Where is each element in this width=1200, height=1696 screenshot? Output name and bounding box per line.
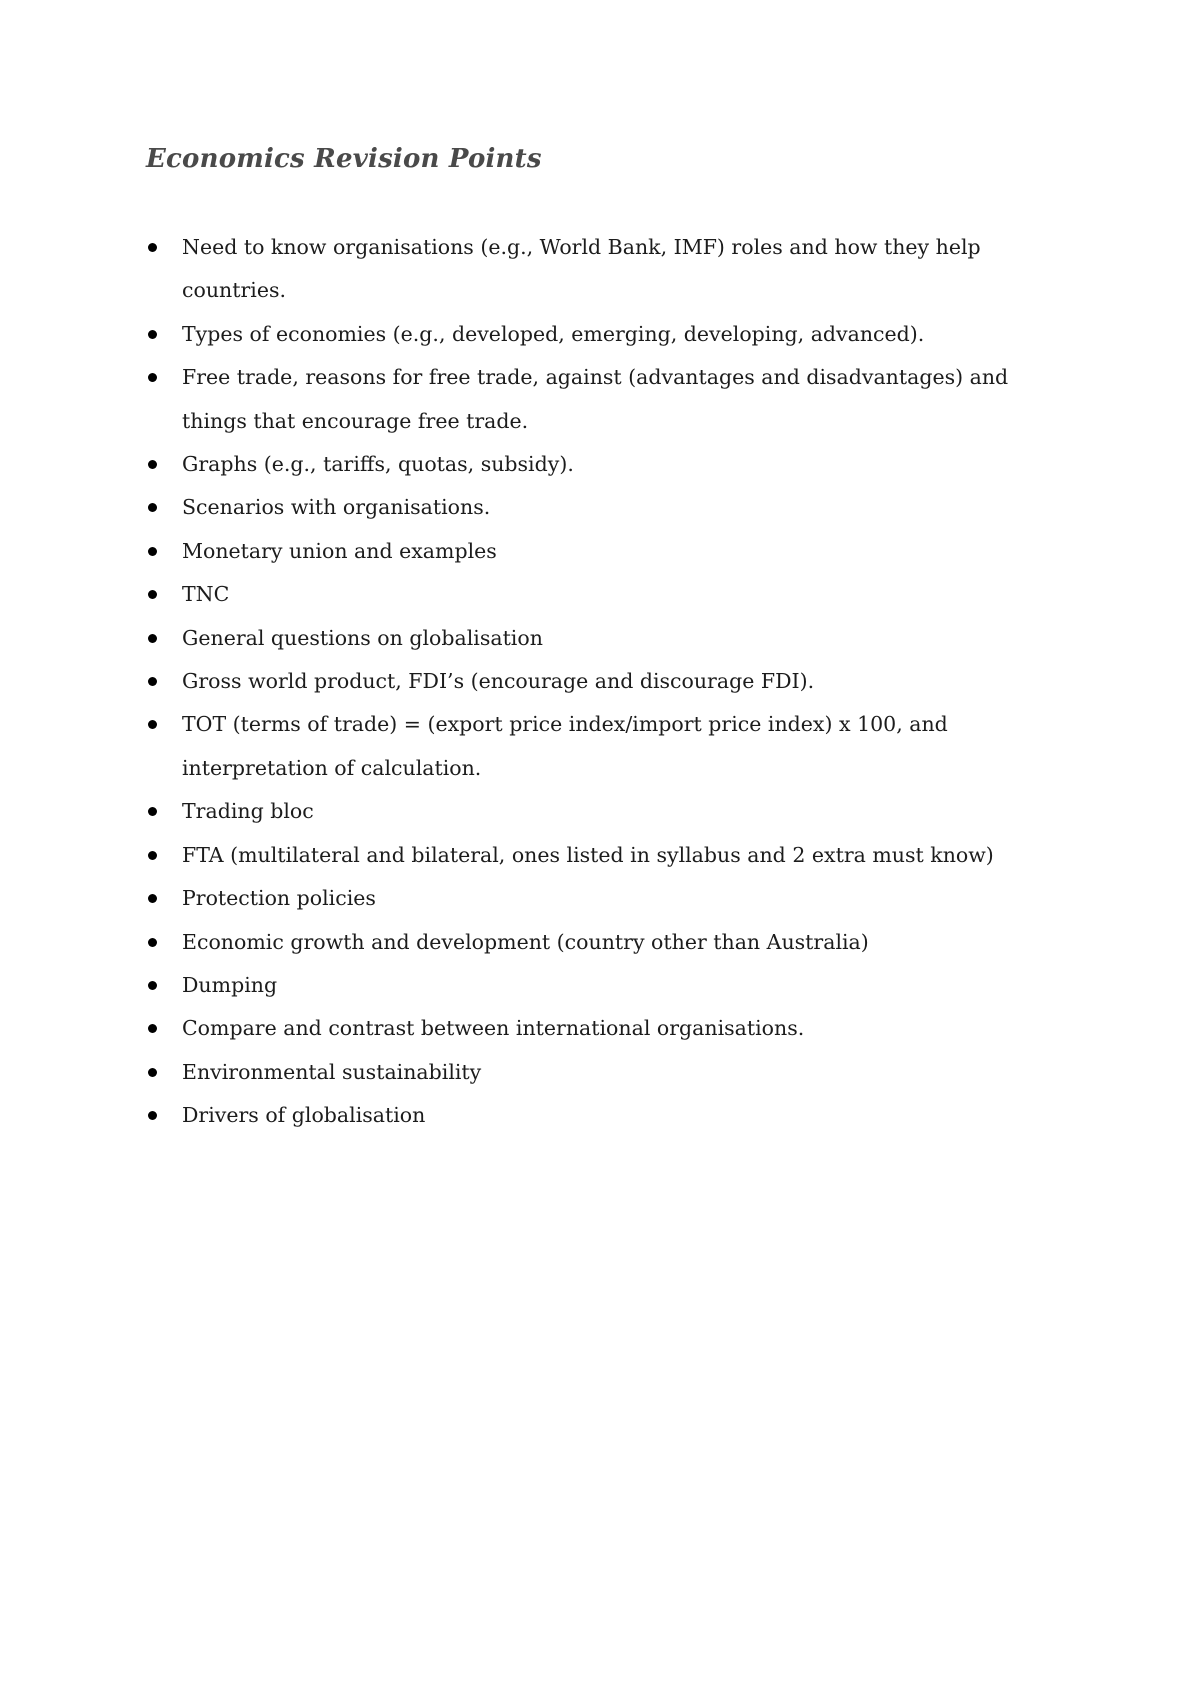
list-item-text: Need to know organisations (e.g., World Bank, IMF) roles and how they help countries.	[182, 235, 981, 303]
bullet-icon	[148, 938, 157, 947]
list-item-text: Economic growth and development (country other than Australia)	[182, 929, 869, 954]
list-item-text: TNC	[182, 582, 230, 607]
list-item	[146, 703, 1076, 790]
bullet-icon	[148, 460, 157, 469]
bullet-icon	[148, 590, 157, 599]
list-item	[146, 834, 1076, 877]
list-item	[146, 1051, 1076, 1094]
bullet-icon	[148, 677, 157, 686]
list-item-text: Protection policies	[182, 886, 376, 911]
bullet-icon	[148, 373, 157, 382]
list-item	[146, 313, 1076, 356]
list-item-text: Gross world product, FDI’s (encourage and discourage FDI).	[182, 669, 815, 694]
list-item	[146, 356, 1076, 443]
list-item	[146, 486, 1076, 529]
list-item	[146, 443, 1076, 486]
list-item	[146, 1094, 1076, 1137]
list-item-text: Graphs (e.g., tariffs, quotas, subsidy).	[182, 452, 574, 477]
bullet-icon	[148, 1111, 157, 1120]
list-item-text: General questions on globalisation	[182, 625, 543, 650]
bullet-icon	[148, 720, 157, 729]
list-item	[146, 530, 1076, 573]
bullet-icon	[148, 634, 157, 643]
list-item-text: Dumping	[182, 972, 278, 997]
bullet-icon	[148, 547, 157, 556]
bullet-icon	[148, 981, 157, 990]
list-item-text: FTA (multilateral and bilateral, ones listed in syllabus and 2 extra must know)	[182, 842, 994, 867]
document-title: Economics Revision Points	[146, 144, 542, 174]
bullet-icon	[148, 807, 157, 816]
list-item-text: Monetary union and examples	[182, 538, 497, 563]
list-item-text: TOT (terms of trade) = (export price index/import price index) x 100, and interpretation of calculation.	[182, 712, 948, 780]
list-item-text: Environmental sustainability	[182, 1059, 482, 1084]
list-item	[146, 921, 1076, 964]
list-item	[146, 660, 1076, 703]
list-item	[146, 790, 1076, 833]
bullet-icon	[148, 851, 157, 860]
bullet-icon	[148, 503, 157, 512]
list-item-text: Compare and contrast between international organisations.	[182, 1016, 805, 1041]
bullet-icon	[148, 1024, 157, 1033]
list-item	[146, 877, 1076, 920]
list-item	[146, 226, 1076, 313]
list-item-text: Trading bloc	[182, 799, 314, 824]
list-item	[146, 1007, 1076, 1050]
list-item	[146, 617, 1076, 660]
list-item-text: Types of economies (e.g., developed, emerging, developing, advanced).	[182, 321, 925, 346]
bullet-icon	[148, 330, 157, 339]
list-item	[146, 573, 1076, 616]
list-item-text: Scenarios with organisations.	[182, 495, 491, 520]
list-item-text: Free trade, reasons for free trade, against (advantages and disadvantages) and things that encourage free trade.	[182, 365, 1009, 433]
bullet-icon	[148, 1068, 157, 1077]
list-item	[146, 964, 1076, 1007]
list-item-text: Drivers of globalisation	[182, 1103, 426, 1128]
bullet-icon	[148, 894, 157, 903]
revision-points-list	[146, 226, 1076, 1138]
bullet-icon	[148, 243, 157, 252]
